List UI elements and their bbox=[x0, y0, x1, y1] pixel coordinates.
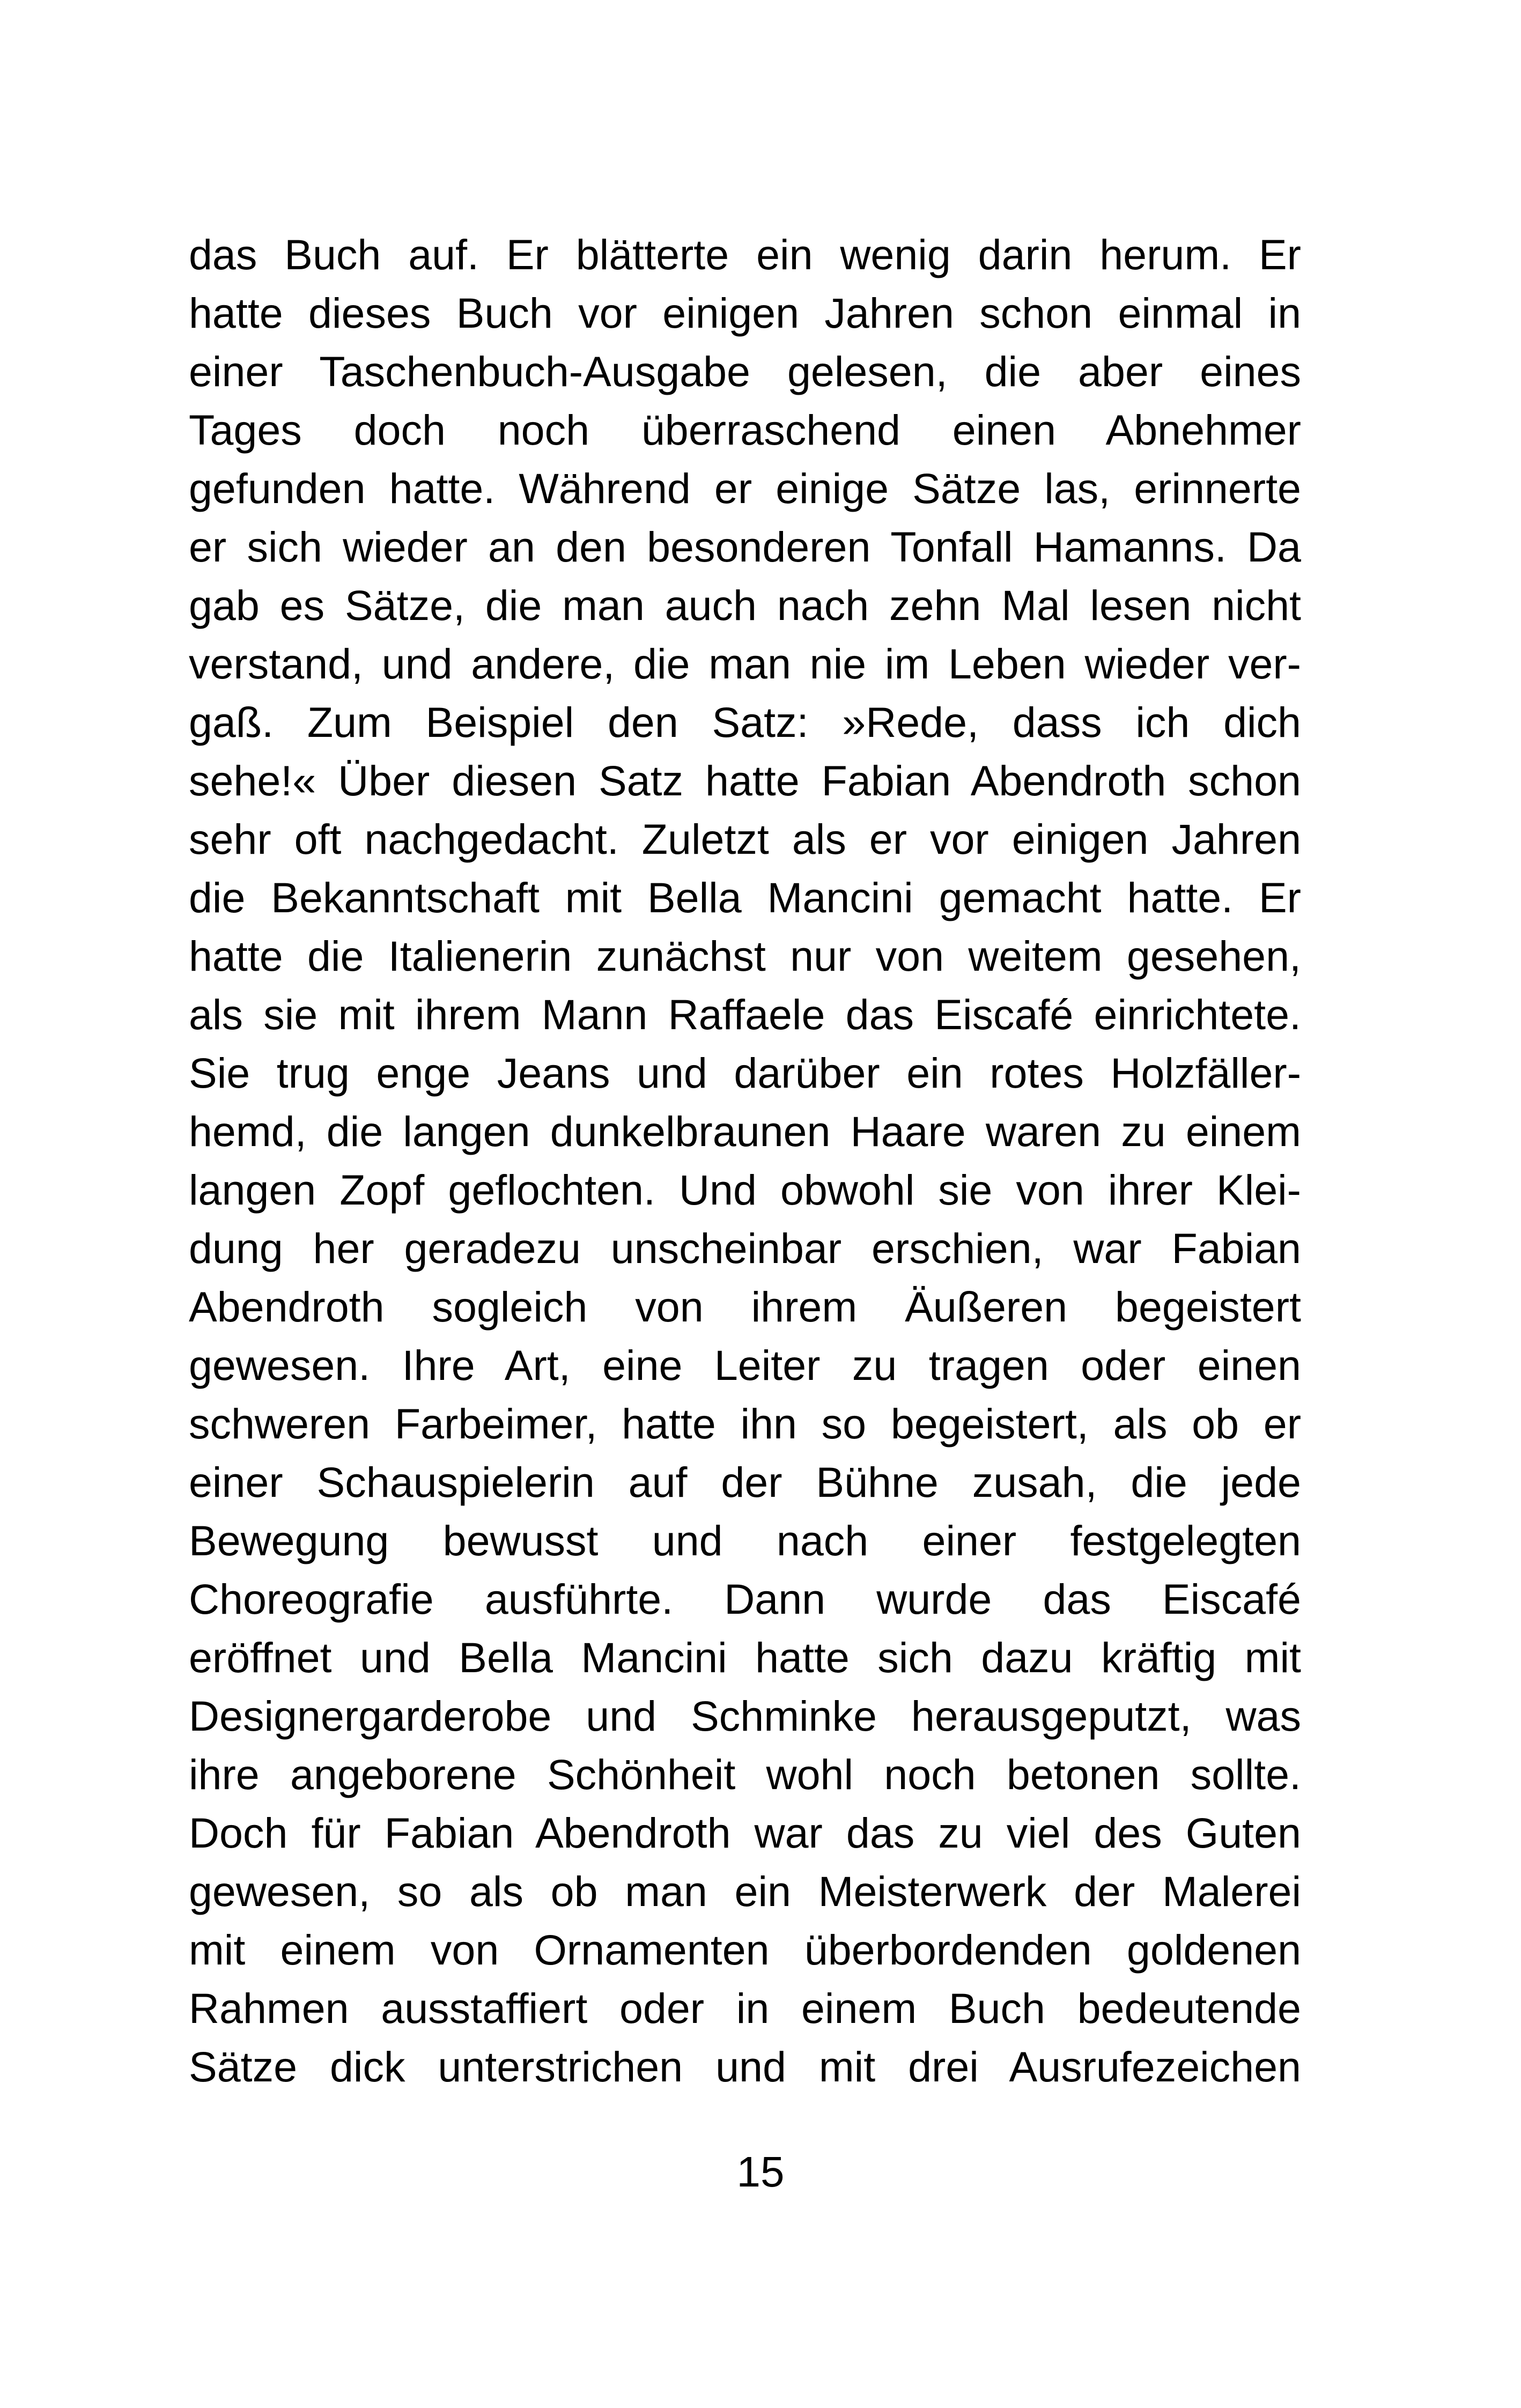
text-line: schweren Farbeimer, hatte ihn so begeistert, als ob er bbox=[189, 1400, 1301, 1447]
text-line: eröffnet und Bella Mancini hatte sich dazu kräftig mit bbox=[189, 1634, 1301, 1681]
text-line: gaß. Zum Beispiel den Satz: »Rede, dass ich dich bbox=[189, 698, 1301, 746]
text-line: gab es Sätze, die man auch nach zehn Mal lesen nicht bbox=[189, 581, 1301, 629]
text-line: er sich wieder an den besonderen Tonfall Hamanns. Da bbox=[189, 523, 1301, 571]
text-line: das Buch auf. Er blätterte ein wenig darin herum. Er bbox=[189, 231, 1301, 278]
text-line: die Bekanntschaft mit Bella Mancini gemacht hatte. Er bbox=[189, 874, 1301, 921]
text-line: Sie trug enge Jeans und darüber ein rotes Holzfäller- bbox=[189, 1049, 1301, 1097]
body-text bbox=[189, 225, 1301, 2096]
text-line: sehe!« Über diesen Satz hatte Fabian Abendroth schon bbox=[189, 757, 1301, 804]
text-line: Bewegung bewusst und nach einer festgelegten bbox=[189, 1517, 1301, 1564]
text-line: gefunden hatte. Während er einige Sätze las, erinnerte bbox=[189, 464, 1301, 512]
text-line: Sätze dick unterstrichen und mit drei Ausrufezeichen bbox=[189, 2043, 1301, 2091]
text-line: Abendroth sogleich von ihrem Äußeren begeistert bbox=[189, 1283, 1301, 1331]
text-line: dung her geradezu unscheinbar erschien, war Fabian bbox=[189, 1224, 1301, 1272]
text-line: Doch für Fabian Abendroth war das zu viel des Guten bbox=[189, 1809, 1301, 1857]
text-line: gewesen. Ihre Art, eine Leiter zu tragen oder einen bbox=[189, 1341, 1301, 1389]
text-line: langen Zopf geflochten. Und obwohl sie von ihrer Klei- bbox=[189, 1166, 1301, 1214]
page-number: 15 bbox=[736, 2148, 785, 2196]
text-line: Tages doch noch überraschend einen Abnehmer bbox=[189, 406, 1301, 454]
text-line: einer Taschenbuch-Ausgabe gelesen, die aber eines bbox=[189, 348, 1301, 395]
text-line: Rahmen ausstaffiert oder in einem Buch bedeutende bbox=[189, 1984, 1301, 2032]
text-line: hatte die Italienerin zunächst nur von weitem gesehen, bbox=[189, 932, 1301, 980]
text-line: gewesen, so als ob man ein Meisterwerk der Malerei bbox=[189, 1867, 1301, 1915]
text-line: Designergarderobe und Schminke herausgeputzt, was bbox=[189, 1692, 1301, 1740]
text-line: mit einem von Ornamenten überbordenden goldenen bbox=[189, 1926, 1301, 1974]
text-line: einer Schauspielerin auf der Bühne zusah, die jede bbox=[189, 1458, 1301, 1506]
text-line: verstand, und andere, die man nie im Leben wieder ver- bbox=[189, 640, 1301, 688]
text-line: sehr oft nachgedacht. Zuletzt als er vor einigen Jahren bbox=[189, 815, 1301, 863]
text-line: hatte dieses Buch vor einigen Jahren schon einmal in bbox=[189, 289, 1301, 337]
text-line: hemd, die langen dunkelbraunen Haare waren zu einem bbox=[189, 1107, 1301, 1155]
text-line: ihre angeborene Schönheit wohl noch betonen sollte. bbox=[189, 1750, 1301, 1798]
text-line: Choreografie ausführte. Dann wurde das Eiscafé bbox=[189, 1575, 1301, 1623]
text-line: als sie mit ihrem Mann Raffaele das Eiscafé einrichtete. bbox=[189, 991, 1301, 1038]
